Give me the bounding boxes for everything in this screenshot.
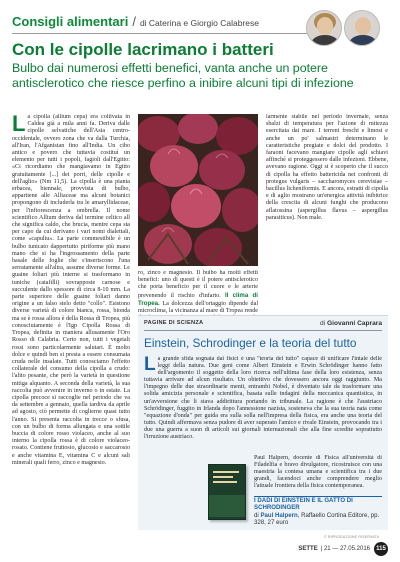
- review-author: Giovanni Caprara: [327, 320, 382, 327]
- review-header: [144, 320, 382, 330]
- article-column-2-text-2: La dolcezza dell'ortaggio dipende dal microclima, la vicinanza al mare di Tropea rende: [138, 300, 258, 315]
- book-review-box: [138, 315, 388, 530]
- copyright-notice: © RIPRODUZIONE RISERVATA: [324, 535, 380, 539]
- article-column-3-text: larmente stabile nel periodo invernale, senza sbalzi di temperatura per l'azione di mitezza esercitata dai mare. I terreni freschi e limosi e anche un po' salmastri determinano le caratteristiche pregiate e dolci del prodotto. I faraoni facevano mangiare cipolle agli schiavi affinché si proteggessero dalle infezioni. Ebbene, avevano ragione. Oggi si è scoperto che il succo di cipolla ha effetto battericida nei confronti di protegus vulgaris – saccharomyces cerevisiae – bacillus licheniformis. E ancora, estratti di cipolla e di aglio mostrano un'energica attività inibitrice della crescita di alcuni funghi che producono aflatossina (aspergillus flavus – aspergillus parasiticus). Non male.: [266, 114, 388, 221]
- review-dropcap: L: [144, 356, 156, 375]
- rubric-name: Consigli alimentari: [12, 14, 129, 29]
- issue-dates: 21 — 27.05.2016: [323, 546, 370, 552]
- rubric-separator: /: [132, 14, 136, 29]
- red-onions-photo: [138, 114, 258, 266]
- rubric-authors: di Caterina e Giorgio Calabrese: [139, 18, 259, 28]
- book-info: [254, 497, 384, 526]
- article-dropcap: L: [12, 114, 26, 136]
- review-text-body: a grande sfida sognata dai fisici è una "teoria del tutto" capace di unificare l'intale delle leggi della natura. Due geni come Albert Einstein e Erwin Schrödinger hanno fatto dell'argomento il soggetto della loro ricerca nell'ultima fase della loro esistenza, senza tuttavia arrivare ad alcun risultato. Un obiettivo che dovessero ancora oggi raggiunto. Ma l'impegno delle due straordinarie menti, entrambi Nobel, è diventato tale da trasformare una solida amicizia personale e scientifica, basata sulle indagini della meccanica quantistica, in un'avversione che li stava addirittura portando in tribunale. La ragione è che l'austriaco Schrödinger, fuggito in Irlanda dopo l'annessione nazista, sosteneva che la sua teoria nata come "equazione d'onda" per guida era sulla solla nell'impresa della fisica, era anche una teoria del tutto. Quindi affermava senza pudore di aver superato l'amico e rivale Einstein, provocando tra i due una guerra a suon di articoli sui giornali internazionali che alla fine scredite soprattutto l'irruzione austriaco.: [144, 356, 382, 441]
- page-number: 115: [374, 542, 388, 556]
- review-kicker: PAGINE DI SCIENZA: [144, 320, 204, 326]
- book-cover-image: [208, 464, 246, 520]
- book-details: di Paul Halpern, Raffaello Cortina Editore, pp. 328, 27 euro: [254, 511, 380, 526]
- red-onions-illustration: [138, 114, 258, 266]
- book-title: I DADI DI EINSTEIN E IL GATTO DI SCHRODINGER: [254, 497, 353, 512]
- rubric-header: [12, 14, 302, 32]
- article-column-1-text: a cipolla (allium cepa) era coltivata in Caldea già a mila anni fa. Deriva dalle cipolle selvatiche dell'Asia centro-occidentale, ovvero zona che va dalla Turchia, all'Iran, l'Afganistan fino all'India. Un cibo antico e povero che tuttavia costituì un elemento per tutti i popoli, fagioli dall'Egitto: «Ci ricordiamo che mangiavamo in Egitto gratuitamente [...] dei porri, delle cipolle e dell'aglio» (Nm 11,5). La cipolla è una pianta erbacea, biennale, provvista di bulbo, appartiene alle Alliaceae ma alcuni botanici propongono di includerla tra le amaryllidaceae, per l'infiorescenza a ombrella. Il nome scientifico Allium deriva dal termine celtico all che significa caldo, che brucia, mentre cepa sta per capo da cui derivano i vari nomi dialettali, come «capuliu». La parte commestibile è un bulbo tunicato dappertutto piriforme più mano mano che si ha l'ingrossamento della parte basale delle foglie che s'inseriscono l'una serratamente all'altra, assume diverse forme. Le guaine foliari più interne si trasformano in tuniche (catafilli) sovrapposte carnose e succulente dallo spessore di circa 8-10 mm. La parte superiore delle guaine foliari danno origine a un falso stelo detto "collo". Esistono diverse varietà di colore bianca, rossa, bionda ma se è rossa allora è della Rossa di Tropea, più conosciutamente è l'Igp Cipolla Rossa di Tropea, definita in maniera allusamente l'Oro Rosso di Calabria. Certo non, tutti i vegetali rossi sono particolarmente salutari. È molto dolce e quindi ben si presta a essere consumata cruda nelle insalate. Tutti conosciamo l'effetto collaterale del consumo della cipolla a crudo: l'alito pesante, che però la varietà in questione mitiga alquanto. A seconda della varietà, la sua raccolta può avvenire in inverno o in estate. La cipolla precoce si raccoglie nel periodo che va da settembre a gennaio, quella tardiva da aprile ad agosto, ciò permette di coglierne quasi tutto l'anno. Si presenta raccolta in trecce o sfusa, con un bulbo di forma allungata e una sottile buccia di colore rosso violaceo, anche al suo interno la cipolla rossa è di colore violaceo-rosato. Contiene fruttosio, glucosio e saccarosio e anche vitamina E, vitamina C e alcuni sali minerali quali ferro, zinco e magnesio.: [12, 114, 130, 466]
- magazine-name: SETTE: [298, 546, 318, 552]
- page-footer: [298, 542, 388, 556]
- review-title: Einstein, Schrodinger e la teoria del tutto: [144, 336, 357, 350]
- review-byline: di Giovanni Caprara: [320, 320, 382, 327]
- article-column-3: [266, 114, 388, 272]
- article-column-2-text: ro, zinco e magnesio. Il bulbo ha molti effetti benefici: uno di questi è il potere antisclerotico che porta beneficio per il cuore e le arterie prevenendo il rischio d'infarto.: [138, 270, 258, 299]
- article-column-1: [12, 114, 130, 539]
- book-author: Paul Halpern: [260, 511, 298, 519]
- article-subheading-tropea: Il clima di Tropea.: [138, 291, 258, 307]
- article-subtitle: Bulbo dai numerosi effetti benefici, vanta anche un potere antisclerotico che riesce perfino a inibire alcuni tipi di infezione: [12, 61, 354, 90]
- review-divider: [144, 330, 382, 331]
- review-text-continued: Paul Halpern, docente di Fisica all'università di Filadelfia e bravo divulgatore, ricostruisce con una maestria la contesa umana e scientifica tra i due grandi, facendoci anche comprendere meglio l'attuale frontiera della fisica contemporanea.: [254, 455, 382, 490]
- review-text: [144, 356, 382, 454]
- footer-separator: |: [320, 546, 323, 552]
- article-headline: Con le cipolle lacrimano i batteri: [12, 40, 274, 59]
- rubric-divider: [12, 33, 312, 34]
